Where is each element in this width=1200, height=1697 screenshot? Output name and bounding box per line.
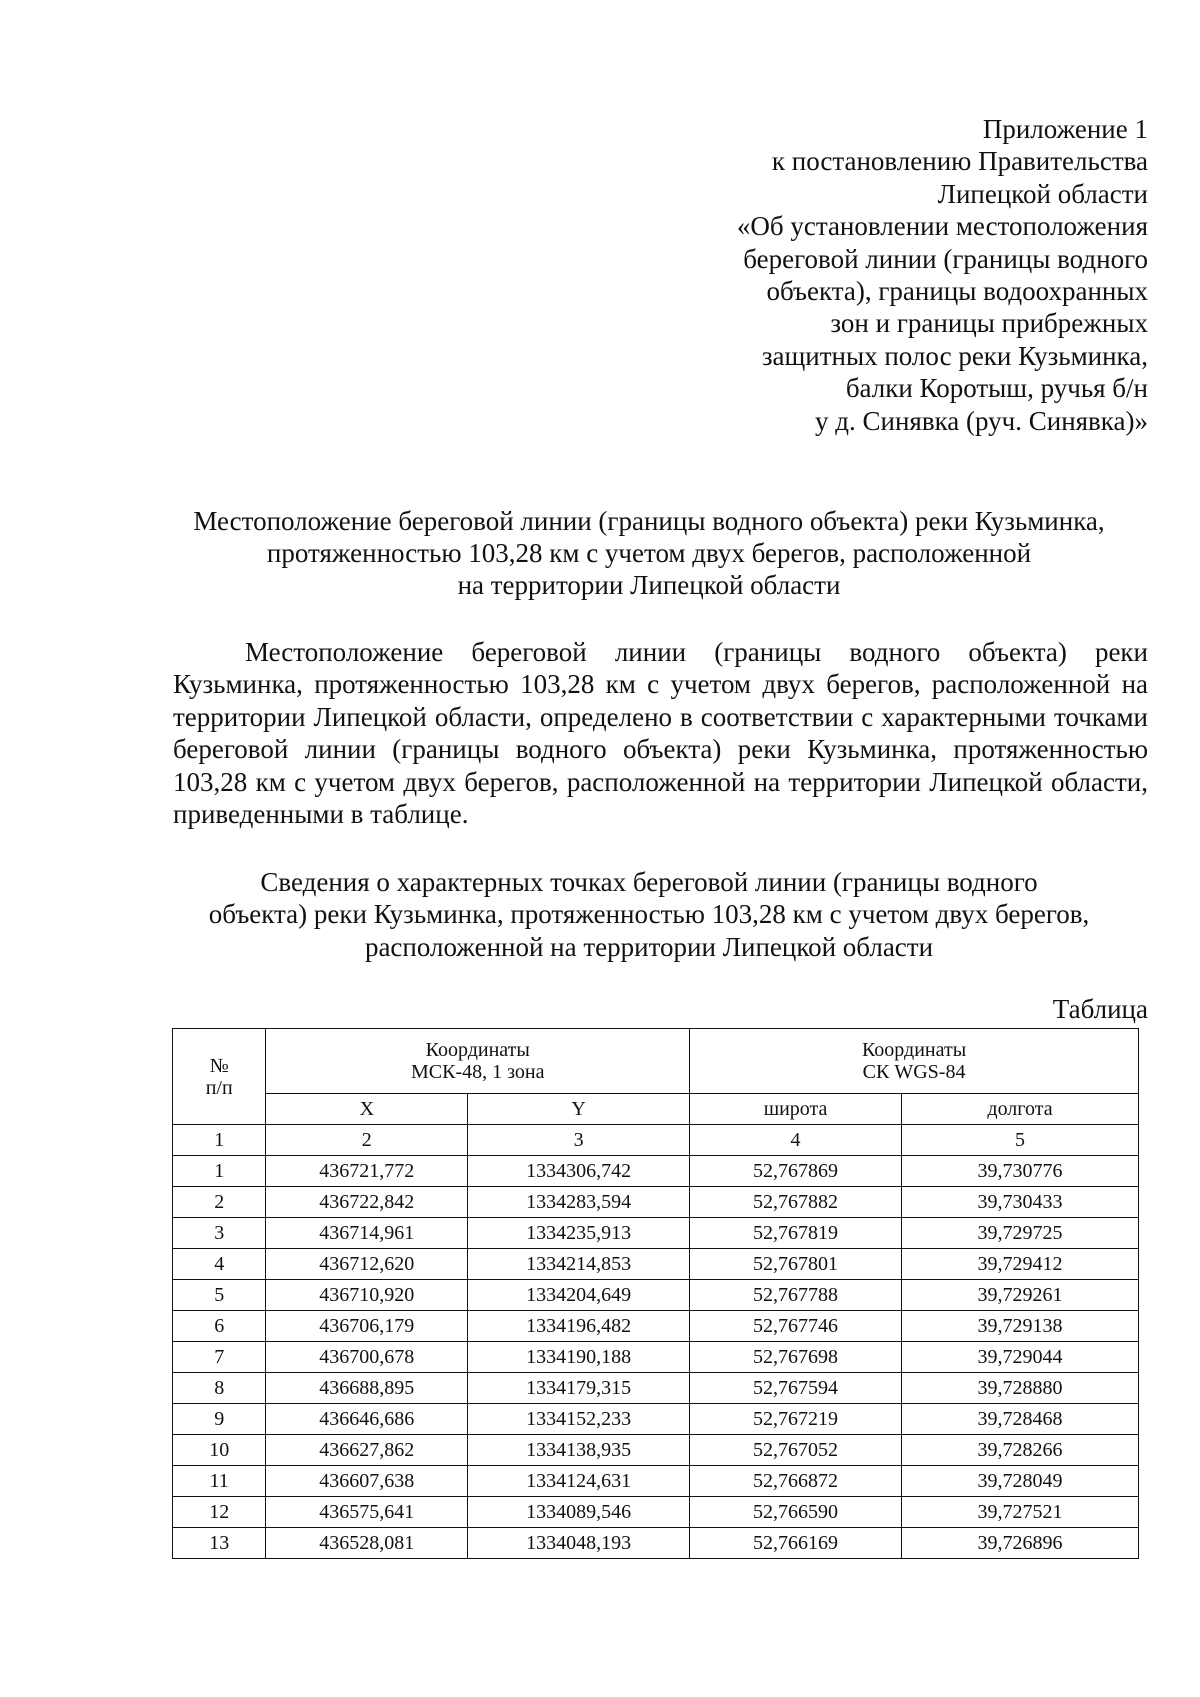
header-msk48-line2: МСК-48, 1 зона bbox=[410, 1061, 545, 1083]
table-row bbox=[173, 1156, 1139, 1187]
table-row bbox=[173, 1218, 1139, 1249]
index-cell: 1 bbox=[173, 1125, 266, 1156]
cell-y: 1334306,742 bbox=[468, 1156, 690, 1187]
cell-x: 436706,179 bbox=[266, 1311, 468, 1342]
cell-longitude: 39,728468 bbox=[901, 1404, 1138, 1435]
cell-longitude: 39,729138 bbox=[901, 1311, 1138, 1342]
table-row bbox=[173, 1404, 1139, 1435]
caption-line: Сведения о характерных точках береговой линии (границы водного bbox=[260, 867, 1038, 897]
index-cell: 5 bbox=[901, 1125, 1138, 1156]
title-line: на территории Липецкой области bbox=[457, 570, 841, 600]
cell-x: 436700,678 bbox=[266, 1342, 468, 1373]
cell-latitude: 52,767801 bbox=[690, 1249, 902, 1280]
cell-x: 436575,641 bbox=[266, 1497, 468, 1528]
cell-number: 5 bbox=[173, 1280, 266, 1311]
cell-longitude: 39,730433 bbox=[901, 1187, 1138, 1218]
appendix-header bbox=[620, 113, 1148, 437]
title-line: Местоположение береговой линии (границы водного объекта) реки Кузьминка, bbox=[193, 506, 1105, 536]
coordinates-table bbox=[172, 1028, 1139, 1559]
body-paragraph: Местоположение береговой линии (границы водного объекта) реки Кузьминка, протяженностью 103,28 км с учетом двух берегов, расположенной на территории Липецкой области, определено в соответствии с характерными точками береговой линии (границы водного объекта) реки Кузьминка, протяженностью 103,28 км с учетом двух берегов, расположенной на территории Липецкой области, приведенными в таблице. bbox=[173, 637, 1148, 830]
cell-longitude: 39,726896 bbox=[901, 1528, 1138, 1559]
document-title bbox=[150, 505, 1148, 601]
cell-longitude: 39,729261 bbox=[901, 1280, 1138, 1311]
cell-y: 1334048,193 bbox=[468, 1528, 690, 1559]
cell-number: 1 bbox=[173, 1156, 266, 1187]
cell-longitude: 39,728266 bbox=[901, 1435, 1138, 1466]
table-row bbox=[173, 1528, 1139, 1559]
appendix-line: зон и границы прибрежных bbox=[830, 308, 1148, 339]
table-row bbox=[173, 1187, 1139, 1218]
cell-y: 1334124,631 bbox=[468, 1466, 690, 1497]
table-subheader-row bbox=[173, 1094, 1139, 1125]
header-wgs84 bbox=[690, 1029, 1139, 1094]
header-wgs84-line1: Координаты bbox=[861, 1039, 967, 1061]
table-row bbox=[173, 1342, 1139, 1373]
cell-number: 13 bbox=[173, 1528, 266, 1559]
appendix-line: Липецкой области bbox=[937, 178, 1148, 209]
table-body bbox=[173, 1156, 1139, 1559]
header-y: Y bbox=[468, 1094, 690, 1125]
index-cell: 3 bbox=[468, 1125, 690, 1156]
appendix-line: Приложение 1 bbox=[982, 114, 1148, 144]
cell-latitude: 52,767882 bbox=[690, 1187, 902, 1218]
cell-number: 8 bbox=[173, 1373, 266, 1404]
table-label: Таблица bbox=[1052, 994, 1148, 1024]
cell-y: 1334190,188 bbox=[468, 1342, 690, 1373]
cell-y: 1334179,315 bbox=[468, 1373, 690, 1404]
cell-longitude: 39,727521 bbox=[901, 1497, 1138, 1528]
cell-longitude: 39,729044 bbox=[901, 1342, 1138, 1373]
cell-x: 436627,862 bbox=[266, 1435, 468, 1466]
cell-latitude: 52,767819 bbox=[690, 1218, 902, 1249]
cell-latitude: 52,767052 bbox=[690, 1435, 902, 1466]
caption-line: объекта) реки Кузьминка, протяженностью 103,28 км с учетом двух берегов, bbox=[208, 899, 1090, 930]
appendix-line: у д. Синявка (руч. Синявка)» bbox=[815, 405, 1148, 436]
cell-latitude: 52,766169 bbox=[690, 1528, 902, 1559]
cell-number: 4 bbox=[173, 1249, 266, 1280]
cell-number: 11 bbox=[173, 1466, 266, 1497]
cell-latitude: 52,767594 bbox=[690, 1373, 902, 1404]
cell-latitude: 52,767788 bbox=[690, 1280, 902, 1311]
table-row bbox=[173, 1497, 1139, 1528]
cell-number: 10 bbox=[173, 1435, 266, 1466]
cell-y: 1334138,935 bbox=[468, 1435, 690, 1466]
table-row bbox=[173, 1249, 1139, 1280]
cell-latitude: 52,767698 bbox=[690, 1342, 902, 1373]
header-msk48 bbox=[266, 1029, 690, 1094]
cell-latitude: 52,766590 bbox=[690, 1497, 902, 1528]
cell-longitude: 39,728049 bbox=[901, 1466, 1138, 1497]
cell-number: 7 bbox=[173, 1342, 266, 1373]
header-number-symbol: № bbox=[209, 1054, 229, 1077]
table-row bbox=[173, 1280, 1139, 1311]
header-wgs84-line2: СК WGS-84 bbox=[862, 1061, 966, 1083]
cell-x: 436721,772 bbox=[266, 1156, 468, 1187]
cell-number: 12 bbox=[173, 1497, 266, 1528]
header-msk48-line1: Координаты bbox=[425, 1039, 530, 1061]
cell-latitude: 52,767219 bbox=[690, 1404, 902, 1435]
cell-longitude: 39,729412 bbox=[901, 1249, 1138, 1280]
cell-number: 9 bbox=[173, 1404, 266, 1435]
cell-number: 2 bbox=[173, 1187, 266, 1218]
cell-x: 436710,920 bbox=[266, 1280, 468, 1311]
cell-y: 1334196,482 bbox=[468, 1311, 690, 1342]
cell-x: 436688,895 bbox=[266, 1373, 468, 1404]
caption-line: расположенной на территории Липецкой области bbox=[364, 931, 934, 962]
cell-y: 1334204,649 bbox=[468, 1280, 690, 1311]
table-row bbox=[173, 1466, 1139, 1497]
appendix-line: «Об установлении местоположения bbox=[736, 211, 1148, 242]
appendix-line: защитных полос реки Кузьминка, bbox=[761, 340, 1148, 371]
appendix-line: балки Коротыш, ручья б/н bbox=[845, 373, 1148, 404]
cell-x: 436712,620 bbox=[266, 1249, 468, 1280]
table-row bbox=[173, 1435, 1139, 1466]
cell-x: 436528,081 bbox=[266, 1528, 468, 1559]
table-header-row bbox=[173, 1029, 1139, 1094]
header-x: X bbox=[266, 1094, 468, 1125]
cell-x: 436607,638 bbox=[266, 1466, 468, 1497]
table-caption bbox=[150, 866, 1148, 963]
appendix-line: к постановлению Правительства bbox=[771, 146, 1148, 177]
title-line: протяженностью 103,28 км с учетом двух берегов, расположенной bbox=[266, 538, 1032, 568]
appendix-line: объекта), границы водоохранных bbox=[766, 276, 1148, 307]
cell-latitude: 52,767869 bbox=[690, 1156, 902, 1187]
header-number-abbr: п/п bbox=[205, 1076, 233, 1099]
header-longitude: долгота bbox=[901, 1094, 1138, 1125]
cell-x: 436714,961 bbox=[266, 1218, 468, 1249]
cell-y: 1334283,594 bbox=[468, 1187, 690, 1218]
cell-x: 436722,842 bbox=[266, 1187, 468, 1218]
cell-y: 1334214,853 bbox=[468, 1249, 690, 1280]
header-number bbox=[173, 1029, 266, 1125]
cell-y: 1334089,546 bbox=[468, 1497, 690, 1528]
header-latitude: широта bbox=[690, 1094, 902, 1125]
cell-number: 6 bbox=[173, 1311, 266, 1342]
table-index-row bbox=[173, 1125, 1139, 1156]
cell-longitude: 39,730776 bbox=[901, 1156, 1138, 1187]
cell-number: 3 bbox=[173, 1218, 266, 1249]
index-cell: 4 bbox=[690, 1125, 902, 1156]
cell-x: 436646,686 bbox=[266, 1404, 468, 1435]
appendix-line: береговой линии (границы водного bbox=[743, 243, 1148, 274]
cell-y: 1334235,913 bbox=[468, 1218, 690, 1249]
cell-longitude: 39,729725 bbox=[901, 1218, 1138, 1249]
cell-latitude: 52,767746 bbox=[690, 1311, 902, 1342]
cell-latitude: 52,766872 bbox=[690, 1466, 902, 1497]
table-row bbox=[173, 1373, 1139, 1404]
cell-y: 1334152,233 bbox=[468, 1404, 690, 1435]
index-cell: 2 bbox=[266, 1125, 468, 1156]
cell-longitude: 39,728880 bbox=[901, 1373, 1138, 1404]
table-row bbox=[173, 1311, 1139, 1342]
